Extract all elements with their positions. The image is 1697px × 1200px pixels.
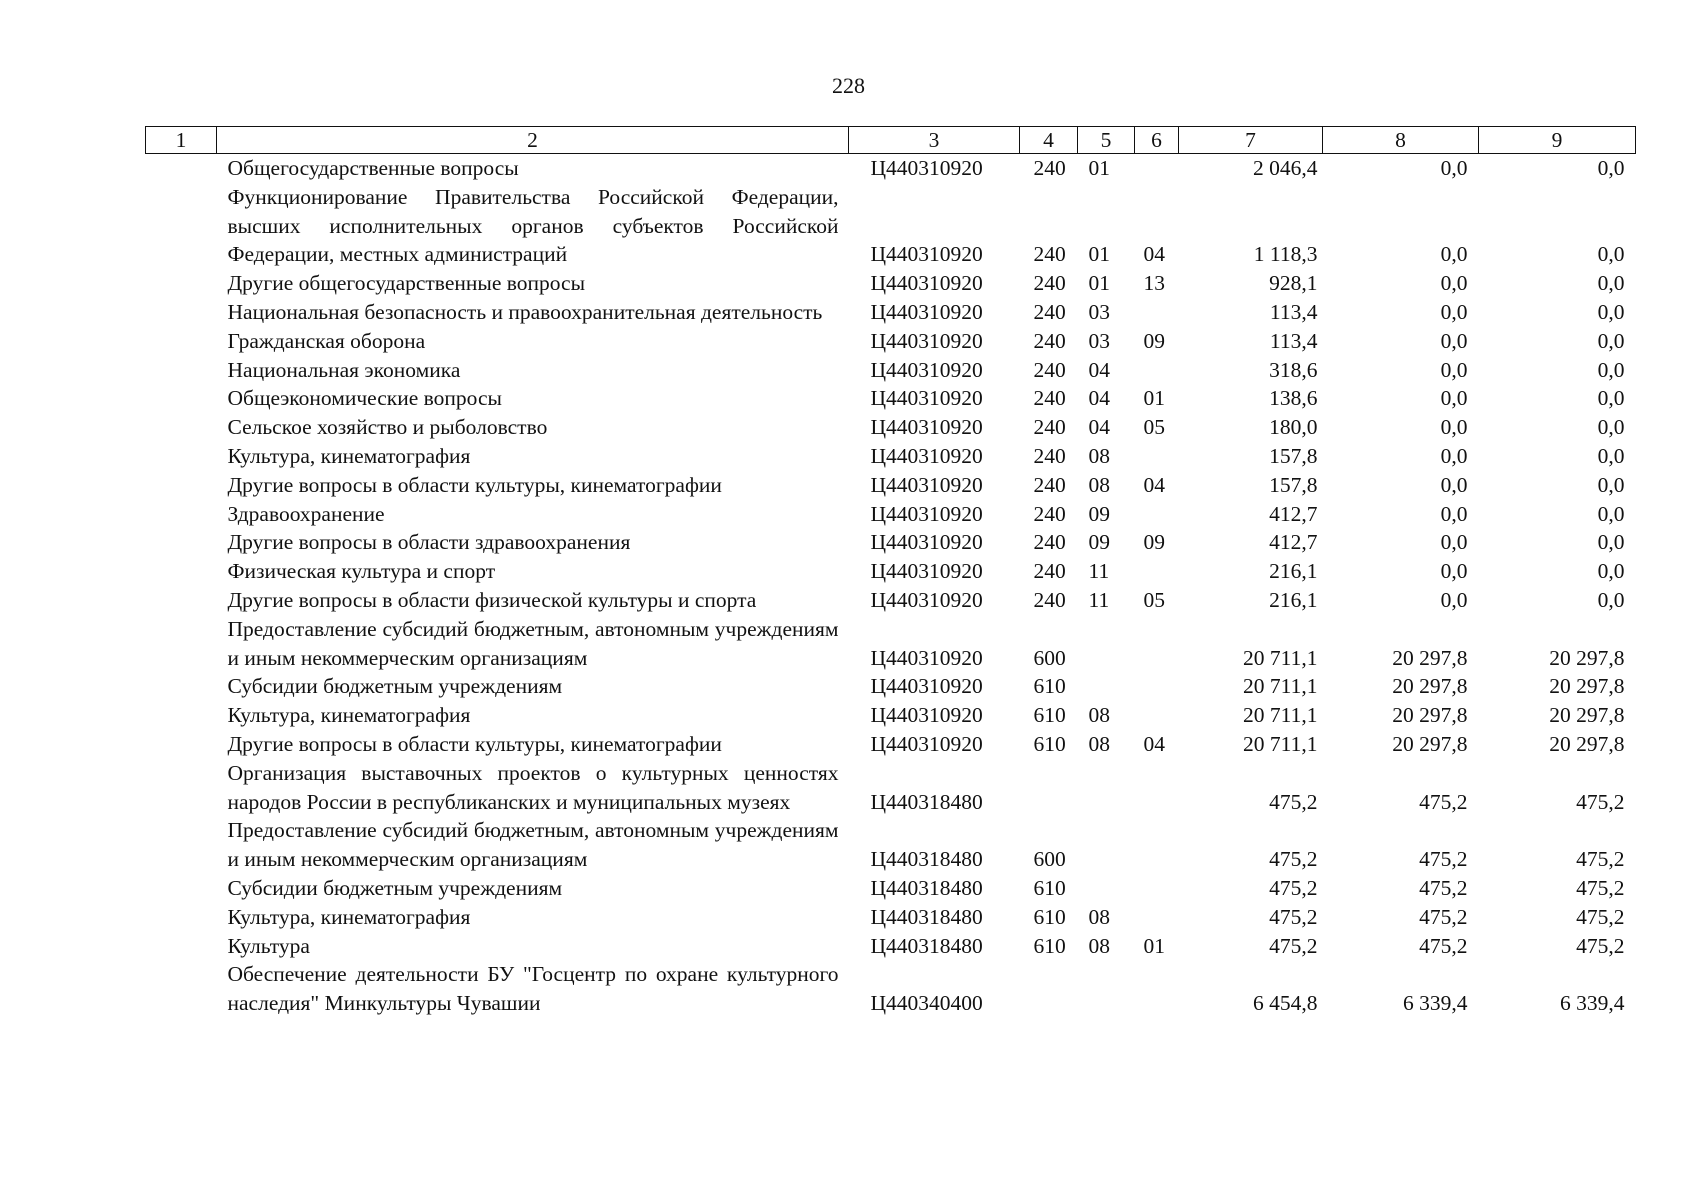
amount-col-9-cell: 0,0 [1597,242,1625,267]
amount-col-9-cell: 20 297,8 [1549,703,1625,728]
row-number-cell [146,874,217,903]
target-code-cell: Ц440340400 [870,991,983,1016]
table-row [146,528,1636,557]
table-row [146,903,1636,932]
amount-col-7-cell: 20 711,1 [1243,703,1318,728]
row-number-cell [146,960,217,1018]
amount-col-8-cell: 0,0 [1440,415,1468,440]
amount-col-8-cell: 0,0 [1440,587,1468,612]
expense-type-cell: 610 [1033,875,1066,900]
section-cell: 09 [1088,501,1110,526]
expense-type-cell: 240 [1033,587,1066,612]
section-cell [1078,816,1135,874]
row-number-cell [146,183,217,269]
amount-col-9-cell: 0,0 [1597,156,1625,180]
item-name-cell: Общеэкономические вопросы [227,386,502,411]
header-col-5: 5 [1078,127,1135,154]
row-number-cell [146,154,217,183]
table-row [146,759,1636,817]
header-col-7: 7 [1179,127,1323,154]
header-col-1: 1 [146,127,217,154]
target-code-cell: Ц440318480 [870,875,983,900]
target-code-cell: Ц440310920 [870,501,983,526]
expense-type-cell: 610 [1033,731,1066,756]
row-number-cell [146,269,217,298]
amount-col-9-cell: 475,2 [1576,904,1625,929]
item-name-cell: Обеспечение деятельности БУ "Госцентр по охране культурного наследия" Минкультуры Чувашии [227,962,839,1016]
table-row [146,327,1636,356]
amount-col-8-cell: 475,2 [1419,847,1468,872]
amount-col-8-cell: 20 297,8 [1392,674,1468,699]
amount-col-8-cell: 0,0 [1440,156,1468,180]
section-cell [1078,672,1135,701]
budget-table [145,126,1636,1018]
section-cell [1078,615,1135,673]
amount-col-9-cell: 0,0 [1597,386,1625,411]
amount-col-9-cell: 475,2 [1576,875,1625,900]
amount-col-9-cell: 0,0 [1597,530,1625,555]
subsection-cell [1135,816,1179,874]
section-cell [1078,874,1135,903]
amount-col-9-cell: 0,0 [1597,357,1625,382]
subsection-cell: 05 [1143,415,1165,440]
target-code-cell: Ц440310920 [870,386,983,411]
section-cell: 09 [1088,530,1110,555]
item-name-cell: Субсидии бюджетным учреждениям [227,674,563,699]
amount-col-7-cell: 928,1 [1269,271,1318,296]
amount-col-7-cell: 20 711,1 [1243,645,1318,670]
target-code-cell: Ц440318480 [870,904,983,929]
amount-col-9-cell: 20 297,8 [1549,731,1625,756]
subsection-cell [1135,874,1179,903]
header-col-2: 2 [217,127,849,154]
expense-type-cell: 240 [1033,443,1066,468]
amount-col-9-cell: 0,0 [1597,443,1625,468]
amount-col-9-cell: 0,0 [1597,299,1625,324]
amount-col-7-cell: 475,2 [1269,789,1318,814]
item-name-cell: Культура [227,933,310,958]
section-cell [1078,960,1135,1018]
item-name-cell: Здравоохранение [227,501,385,526]
amount-col-7-cell: 113,4 [1269,328,1318,353]
table-row [146,384,1636,413]
subsection-cell: 04 [1143,731,1165,756]
amount-col-8-cell: 0,0 [1440,357,1468,382]
target-code-cell: Ц440310920 [870,674,983,699]
section-cell: 08 [1088,933,1110,958]
target-code-cell: Ц440310920 [870,645,983,670]
row-number-cell [146,730,217,759]
amount-col-8-cell: 475,2 [1419,875,1468,900]
expense-type-cell: 600 [1033,645,1066,670]
item-name-cell: Другие вопросы в области культуры, кинематографии [227,472,722,497]
amount-col-7-cell: 157,8 [1269,472,1318,497]
amount-col-8-cell: 475,2 [1419,789,1468,814]
target-code-cell: Ц440310920 [870,530,983,555]
target-code-cell: Ц440310920 [870,703,983,728]
amount-col-8-cell: 475,2 [1419,933,1468,958]
subsection-cell [1135,557,1179,586]
item-name-cell: Сельское хозяйство и рыболовство [227,415,548,440]
item-name-cell: Другие общегосударственные вопросы [227,271,586,296]
amount-col-8-cell: 0,0 [1440,443,1468,468]
amount-col-9-cell: 475,2 [1576,933,1625,958]
amount-col-8-cell: 0,0 [1440,271,1468,296]
amount-col-7-cell: 475,2 [1269,875,1318,900]
row-number-cell [146,586,217,615]
item-name-cell: Организация выставочных проектов о культурных ценностях народов России в республиканских и муниципальных музеях [227,760,839,814]
amount-col-8-cell: 0,0 [1440,328,1468,353]
row-number-cell [146,356,217,385]
section-cell: 04 [1088,415,1110,440]
section-cell: 11 [1088,559,1110,584]
amount-col-7-cell: 157,8 [1269,443,1318,468]
section-cell: 04 [1088,357,1110,382]
header-col-3: 3 [849,127,1020,154]
section-cell: 11 [1088,587,1110,612]
table-row [146,586,1636,615]
section-cell: 01 [1088,271,1110,296]
row-number-cell [146,413,217,442]
expense-type-cell: 240 [1033,271,1066,296]
table-row [146,298,1636,327]
amount-col-7-cell: 318,6 [1269,357,1318,382]
section-cell [1078,759,1135,817]
row-number-cell [146,442,217,471]
header-col-6: 6 [1135,127,1179,154]
section-cell: 03 [1088,299,1110,324]
item-name-cell: Культура, кинематография [227,904,471,929]
subsection-cell: 05 [1143,587,1165,612]
table-row [146,154,1636,183]
amount-col-7-cell: 1 118,3 [1253,242,1318,267]
row-number-cell [146,298,217,327]
target-code-cell: Ц440318480 [870,847,983,872]
table-row [146,500,1636,529]
subsection-cell [1135,615,1179,673]
table-row [146,413,1636,442]
amount-col-8-cell: 0,0 [1440,530,1468,555]
expense-type-cell: 240 [1033,559,1066,584]
subsection-cell: 01 [1143,386,1165,411]
amount-col-9-cell: 475,2 [1576,789,1625,814]
target-code-cell: Ц440310920 [870,271,983,296]
table-row [146,442,1636,471]
header-col-9: 9 [1479,127,1636,154]
section-cell: 03 [1088,328,1110,353]
row-number-cell [146,327,217,356]
target-code-cell: Ц440310920 [870,357,983,382]
row-number-cell [146,903,217,932]
target-code-cell: Ц440310920 [870,156,983,180]
table-row [146,816,1636,874]
header-row [146,127,1636,154]
table-row [146,932,1636,961]
expense-type-cell: 610 [1033,674,1066,699]
amount-col-7-cell: 475,2 [1269,904,1318,929]
target-code-cell: Ц440310920 [870,242,983,267]
item-name-cell: Национальная экономика [227,357,461,382]
expense-type-cell: 240 [1033,357,1066,382]
subsection-cell [1135,154,1179,183]
item-name-cell: Предоставление субсидий бюджетным, автономным учреждениям и иным некоммерческим организациям [227,616,839,670]
amount-col-9-cell: 0,0 [1597,328,1625,353]
amount-col-9-cell: 0,0 [1597,271,1625,296]
section-cell: 08 [1088,443,1110,468]
item-name-cell: Культура, кинематография [227,443,471,468]
expense-type-cell [1020,759,1078,817]
subsection-cell [1135,356,1179,385]
amount-col-8-cell: 20 297,8 [1392,703,1468,728]
item-name-cell: Гражданская оборона [227,328,426,353]
row-number-cell [146,672,217,701]
row-number-cell [146,557,217,586]
amount-col-9-cell: 0,0 [1597,415,1625,440]
amount-col-9-cell: 6 339,4 [1560,991,1625,1016]
amount-col-7-cell: 180,0 [1269,415,1318,440]
amount-col-7-cell: 216,1 [1269,559,1318,584]
table-row [146,356,1636,385]
item-name-cell: Общегосударственные вопросы [227,156,519,180]
section-cell: 08 [1088,472,1110,497]
amount-col-9-cell: 20 297,8 [1549,645,1625,670]
row-number-cell [146,384,217,413]
expense-type-cell: 240 [1033,386,1066,411]
expense-type-cell [1020,960,1078,1018]
row-number-cell [146,500,217,529]
item-name-cell: Предоставление субсидий бюджетным, автономным учреждениям и иным некоммерческим организациям [227,818,839,872]
page-number: 228 [832,73,865,98]
section-cell: 08 [1088,904,1110,929]
target-code-cell: Ц440318480 [870,933,983,958]
amount-col-7-cell: 6 454,8 [1253,991,1318,1016]
row-number-cell [146,701,217,730]
amount-col-8-cell: 0,0 [1440,472,1468,497]
item-name-cell: Функционирование Правительства Российской Федерации, высших исполнительных органов субъектов Российской Федерации, местных администраций [227,184,839,267]
item-name-cell: Физическая культура и спорт [227,559,496,584]
row-number-cell [146,615,217,673]
amount-col-7-cell: 216,1 [1269,587,1318,612]
header-col-4: 4 [1020,127,1078,154]
target-code-cell: Ц440310920 [870,415,983,440]
expense-type-cell: 240 [1033,472,1066,497]
amount-col-7-cell: 412,7 [1269,501,1318,526]
table-row [146,615,1636,673]
subsection-cell: 13 [1143,271,1165,296]
subsection-cell [1135,672,1179,701]
target-code-cell: Ц440310920 [870,299,983,324]
amount-col-8-cell: 0,0 [1440,559,1468,584]
section-cell: 01 [1088,242,1110,267]
table-header [146,127,1636,154]
subsection-cell: 04 [1143,242,1165,267]
item-name-cell: Культура, кинематография [227,703,471,728]
amount-col-9-cell: 0,0 [1597,587,1625,612]
section-cell: 08 [1088,703,1110,728]
expense-type-cell: 610 [1033,904,1066,929]
expense-type-cell: 240 [1033,156,1066,180]
amount-col-9-cell: 0,0 [1597,501,1625,526]
amount-col-7-cell: 20 711,1 [1243,731,1318,756]
row-number-cell [146,759,217,817]
expense-type-cell: 240 [1033,501,1066,526]
target-code-cell: Ц440310920 [870,443,983,468]
header-col-8: 8 [1323,127,1479,154]
amount-col-8-cell: 475,2 [1419,904,1468,929]
target-code-cell: Ц440310920 [870,559,983,584]
expense-type-cell: 610 [1033,933,1066,958]
subsection-cell [1135,298,1179,327]
amount-col-7-cell: 138,6 [1269,386,1318,411]
subsection-cell: 04 [1143,472,1165,497]
subsection-cell [1135,701,1179,730]
expense-type-cell: 240 [1033,242,1066,267]
amount-col-8-cell: 6 339,4 [1403,991,1468,1016]
row-number-cell [146,816,217,874]
expense-type-cell: 240 [1033,415,1066,440]
table-row [146,701,1636,730]
table-row [146,672,1636,701]
amount-col-7-cell: 20 711,1 [1243,674,1318,699]
table-row [146,557,1636,586]
table-row [146,471,1636,500]
expense-type-cell: 600 [1033,847,1066,872]
amount-col-7-cell: 2 046,4 [1253,156,1318,180]
item-name-cell: Другие вопросы в области здравоохранения [227,530,631,555]
item-name-cell: Субсидии бюджетным учреждениям [227,875,563,900]
table-row [146,269,1636,298]
expense-type-cell: 240 [1033,530,1066,555]
section-cell: 08 [1088,731,1110,756]
subsection-cell [1135,759,1179,817]
amount-col-8-cell: 0,0 [1440,299,1468,324]
table-body [146,154,1636,1018]
amount-col-7-cell: 113,4 [1269,299,1318,324]
expense-type-cell: 240 [1033,328,1066,353]
amount-col-9-cell: 20 297,8 [1549,674,1625,699]
amount-col-8-cell: 0,0 [1440,501,1468,526]
row-number-cell [146,528,217,557]
amount-col-7-cell: 475,2 [1269,847,1318,872]
target-code-cell: Ц440310920 [870,472,983,497]
amount-col-9-cell: 475,2 [1576,847,1625,872]
amount-col-9-cell: 0,0 [1597,559,1625,584]
amount-col-7-cell: 412,7 [1269,530,1318,555]
target-code-cell: Ц440318480 [870,789,983,814]
amount-col-8-cell: 0,0 [1440,386,1468,411]
subsection-cell [1135,960,1179,1018]
target-code-cell: Ц440310920 [870,587,983,612]
target-code-cell: Ц440310920 [870,328,983,353]
table-row [146,183,1636,269]
row-number-cell [146,471,217,500]
amount-col-7-cell: 475,2 [1269,933,1318,958]
subsection-cell: 01 [1143,933,1165,958]
expense-type-cell: 240 [1033,299,1066,324]
subsection-cell: 09 [1143,328,1165,353]
amount-col-8-cell: 20 297,8 [1392,731,1468,756]
subsection-cell: 09 [1143,530,1165,555]
section-cell: 01 [1088,156,1110,180]
target-code-cell: Ц440310920 [870,731,983,756]
item-name-cell: Национальная безопасность и правоохранительная деятельность [227,299,823,324]
amount-col-8-cell: 20 297,8 [1392,645,1468,670]
amount-col-9-cell: 0,0 [1597,472,1625,497]
expense-type-cell: 610 [1033,703,1066,728]
table-row [146,730,1636,759]
subsection-cell [1135,442,1179,471]
subsection-cell [1135,903,1179,932]
item-name-cell: Другие вопросы в области культуры, кинематографии [227,731,722,756]
item-name-cell: Другие вопросы в области физической культуры и спорта [227,587,757,612]
section-cell: 04 [1088,386,1110,411]
row-number-cell [146,932,217,961]
subsection-cell [1135,500,1179,529]
table-row [146,874,1636,903]
amount-col-8-cell: 0,0 [1440,242,1468,267]
table-row [146,960,1636,1018]
